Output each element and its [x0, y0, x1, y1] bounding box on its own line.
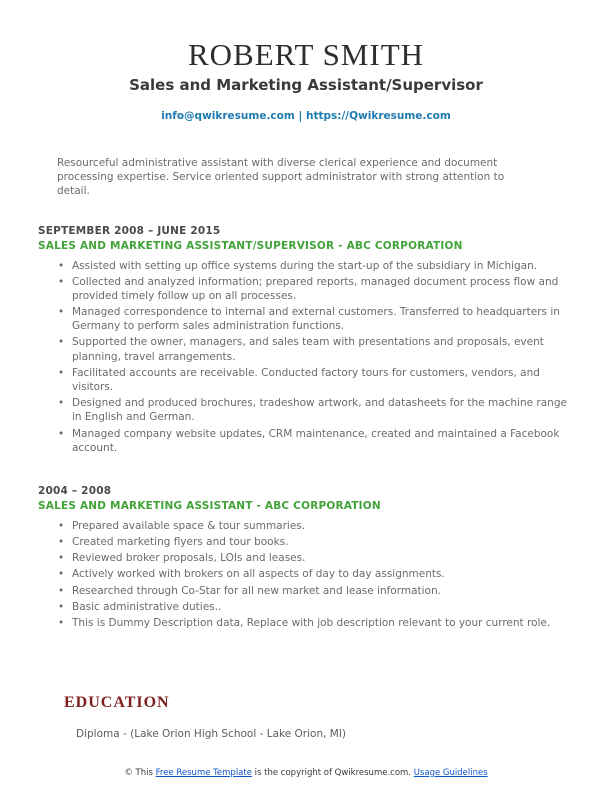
bullet-item: • Prepared available space & tour summaries. — [72, 519, 574, 533]
experience-role-heading: SALES AND MARKETING ASSISTANT - ABC CORPORATION — [38, 499, 381, 512]
website-link[interactable]: https://Qwikresume.com — [305, 110, 451, 123]
bullet-item: • Designed and produced brochures, tradeshow artwork, and datasheets for the machine range in English and German. — [72, 396, 574, 424]
email-link[interactable]: info@qwikresume.com — [161, 110, 295, 123]
experience-dates: SEPTEMBER 2008 – JUNE 2015 — [38, 224, 221, 237]
experience-bullet-list — [38, 259, 574, 455]
bullet-item: • Researched through Co-Star for all new market and lease information. — [72, 584, 574, 598]
summary-paragraph: Resourceful administrative assistant with diverse clerical experience and document processing expertise. Service oriented support administrator with strong attention to detail. — [57, 157, 505, 198]
experience-section-1 — [38, 225, 574, 455]
bullet-item: • Basic administrative duties.. — [72, 600, 574, 614]
bullet-item: • Facilitated accounts are receivable. Conducted factory tours for customers, vendors, and visitors. — [72, 366, 574, 394]
bullet-item: • Managed company website updates, CRM maintenance, created and maintained a Facebook account. — [72, 427, 574, 455]
education-heading: EDUCATION — [64, 694, 170, 712]
experience-dates: 2004 – 2008 — [38, 484, 112, 497]
usage-guidelines-link[interactable]: Usage Guidelines — [413, 768, 488, 778]
bullet-item: • Supported the owner, managers, and sales team with presentations and proposals, event planning, travel arrangements. — [72, 335, 574, 363]
bullet-item: • Assisted with setting up office systems during the start-up of the subsidiary in Michigan. — [72, 259, 574, 273]
education-section — [64, 694, 574, 740]
bullet-item: • Created marketing flyers and tour books. — [72, 535, 574, 549]
footer-copyright — [0, 768, 612, 778]
footer-prefix: © This — [124, 768, 156, 778]
person-name: ROBERT SMITH — [187, 37, 425, 72]
experience-role-heading: SALES AND MARKETING ASSISTANT/SUPERVISOR - ABC CORPORATION — [38, 239, 463, 252]
experience-bullet-list — [38, 519, 574, 630]
free-resume-template-link[interactable]: Free Resume Template — [155, 768, 252, 778]
job-title: Sales and Marketing Assistant/Supervisor — [129, 76, 483, 95]
contact-line — [0, 110, 612, 122]
bullet-item: • This is Dummy Description data, Replace with job description relevant to your current role. — [72, 616, 574, 630]
bullet-item: • Reviewed broker proposals, LOIs and leases. — [72, 551, 574, 565]
education-item: Diploma - (Lake Orion High School - Lake Orion, MI) — [76, 728, 347, 741]
footer-middle: is the copyright of Qwikresume.com. — [251, 768, 414, 778]
bullet-item: • Managed correspondence to internal and external customers. Transferred to headquarters in Germany to perform sales administration functions. — [72, 305, 574, 333]
bullet-item: • Collected and analyzed information; prepared reports, managed document process flow and provided timely follow up on all processes. — [72, 275, 574, 303]
contact-separator: | — [294, 110, 306, 123]
experience-section-2 — [38, 485, 574, 630]
bullet-item: • Actively worked with brokers on all aspects of day to day assignments. — [72, 567, 574, 581]
